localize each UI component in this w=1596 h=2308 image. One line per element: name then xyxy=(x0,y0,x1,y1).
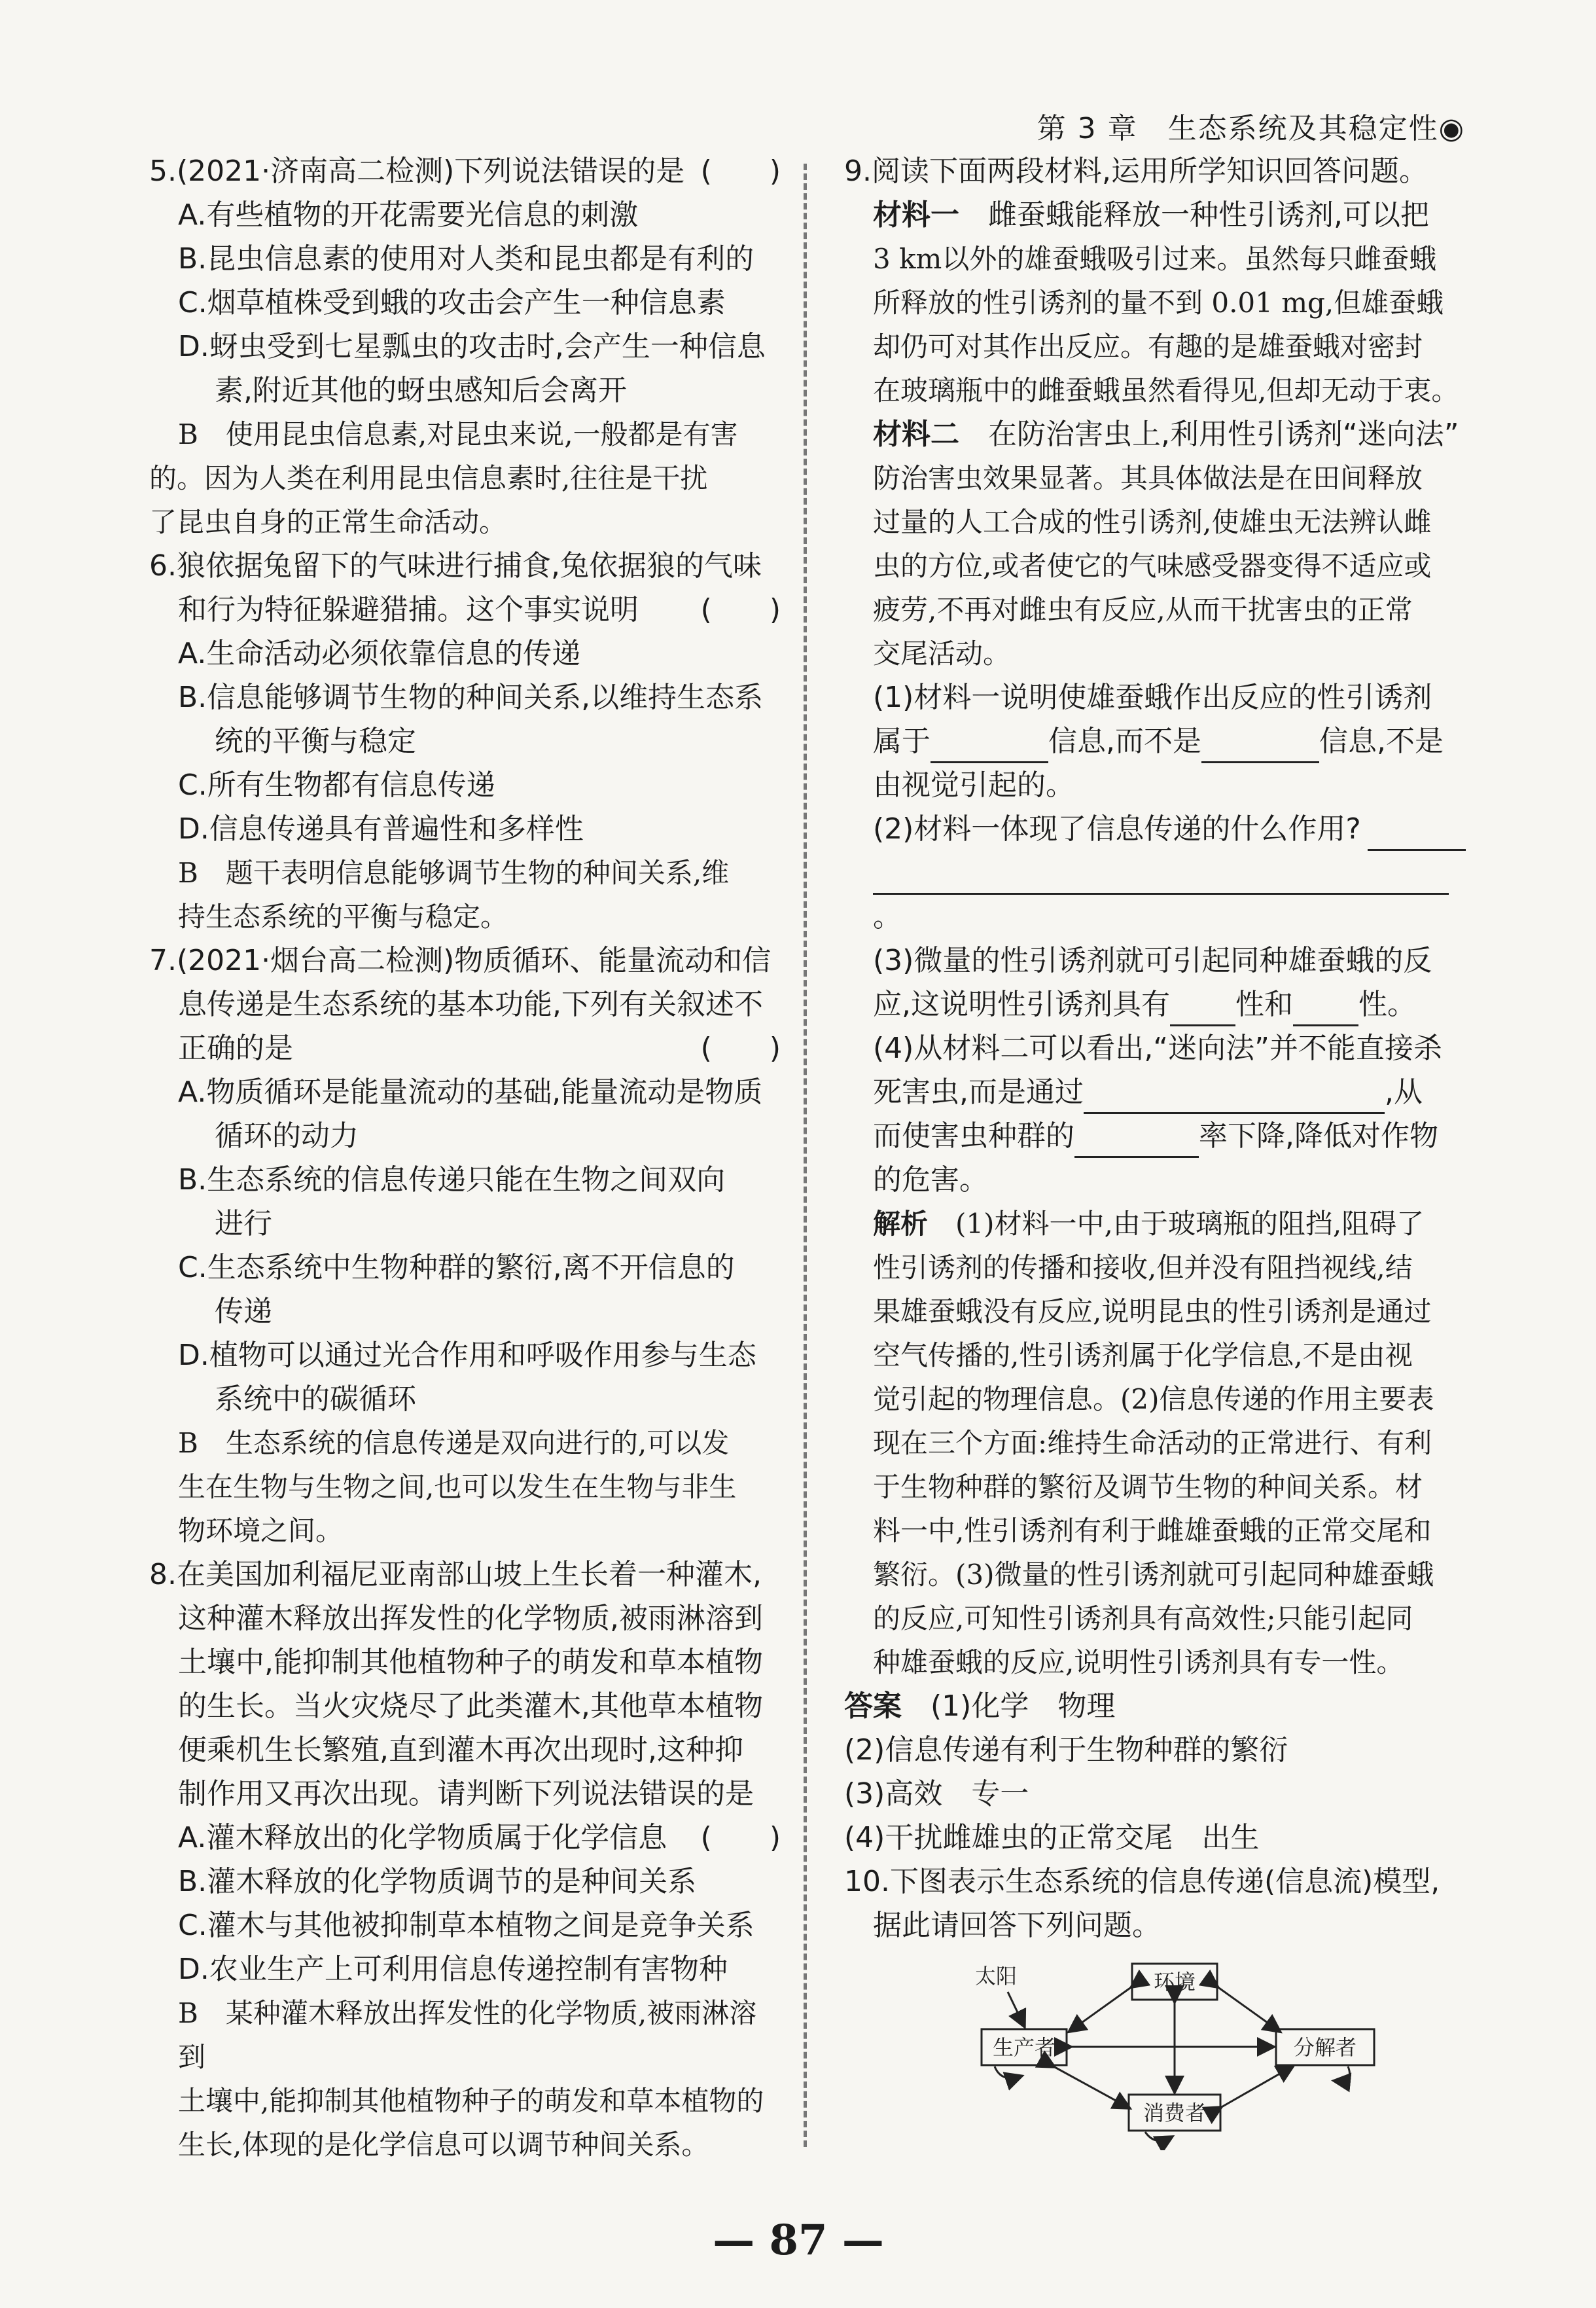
blank-3b[interactable] xyxy=(873,861,1449,895)
blank-2[interactable] xyxy=(1201,730,1319,763)
line-text: B.生态系统的信息传递只能在生物之间双向 xyxy=(178,1163,726,1197)
q6-ans2 xyxy=(149,895,781,939)
answer-paren[interactable]: ( ) xyxy=(700,1032,781,1065)
line-text: 生长,体现的是化学信息可以调节种间关系。 xyxy=(178,2129,709,2161)
line-text: 5.(2021·济南高二检测)下列说法错误的是 xyxy=(149,154,685,188)
answer-label: 答案 xyxy=(844,1689,902,1723)
q8-b xyxy=(149,1860,781,1903)
q5-ans3 xyxy=(149,500,781,544)
info-flow-diagram xyxy=(955,1954,1413,2150)
line-text: 土壤中,能抑制其他植物种子的萌发和草本植物的 xyxy=(178,2085,764,2117)
q7-a2 xyxy=(149,1114,781,1158)
right-column xyxy=(844,149,1472,1947)
analysis-label: 解析 xyxy=(873,1208,929,1240)
answer-line: (4)干扰雌雄虫的正常交尾 出生 xyxy=(844,1821,1260,1854)
q8-stem1 xyxy=(149,1553,781,1596)
q5-stem xyxy=(149,149,781,193)
answer-paren[interactable]: ( ) xyxy=(700,1821,781,1854)
q7-c2 xyxy=(149,1289,781,1333)
arrow-env-producer xyxy=(1070,1987,1132,2031)
q5-b xyxy=(149,237,781,281)
arrow-producer-consumer xyxy=(1054,2066,1129,2108)
consumer-label: 消费者 xyxy=(1143,2101,1207,2125)
text-span: 属于 xyxy=(873,725,931,758)
q7-ans3 xyxy=(149,1509,781,1553)
line-text: 制作用又再次出现。请判断下列说法错误的是 xyxy=(178,1777,754,1811)
blank-7[interactable] xyxy=(1074,1125,1199,1158)
analysis-line: 料一中,性引诱剂有利于雌雄蚕蛾的正常交尾和 xyxy=(873,1515,1432,1547)
arrow-sun-producer xyxy=(1008,1992,1024,2026)
line-text: A.生命活动必须依靠信息的传递 xyxy=(178,637,581,670)
q7-ans2 xyxy=(149,1465,781,1509)
material-2-line: 交尾活动。 xyxy=(873,638,1011,670)
sub-q1: (1)材料一说明使雄蚕蛾作出反应的性引诱剂 xyxy=(873,681,1432,714)
sub-q3: (3)微量的性引诱剂就可引起同种雄蚕蛾的反 xyxy=(873,944,1432,977)
line-text: B 某种灌木释放出挥发性的化学物质,被雨淋溶到 xyxy=(178,1997,757,2073)
q6-d xyxy=(149,807,781,851)
line-text: 8.在美国加利福尼亚南部山坡上生长着一种灌木, xyxy=(149,1558,762,1591)
sub-q2: (2)材料一体现了信息传递的什么作用? xyxy=(873,812,1361,846)
q8-stem4 xyxy=(149,1684,781,1728)
text-span: 性和 xyxy=(1235,988,1293,1021)
column-divider xyxy=(804,164,807,2147)
arrow-env-decomposer xyxy=(1217,1987,1279,2031)
line-text: 和行为特征躲避猎捕。这个事实说明 xyxy=(178,593,639,626)
left-column xyxy=(149,149,781,2167)
q6-stem1 xyxy=(149,544,781,588)
q6-c xyxy=(149,763,781,807)
q8-stem6 xyxy=(149,1772,781,1816)
q6-stem2 xyxy=(149,588,781,632)
line-text: B.信息能够调节生物的种间关系,以维持生态系 xyxy=(178,681,764,714)
text-span: 而使害虫种群的 xyxy=(873,1119,1074,1153)
analysis-line: 的反应,可知性引诱剂具有高效性;只能引起同 xyxy=(873,1602,1413,1634)
q5-d2 xyxy=(149,369,781,412)
sub-q4: (4)从材料二可以看出,“迷向法”并不能直接杀 xyxy=(873,1032,1442,1065)
material-1-label: 材料一 xyxy=(873,198,959,232)
q6-b2 xyxy=(149,719,781,763)
answer-line: (3)高效 专一 xyxy=(844,1777,1029,1811)
material-2-line: 虫的方位,或者使它的气味感受器变得不适应或 xyxy=(873,550,1432,582)
line-text: 持生态系统的平衡与稳定。 xyxy=(178,901,508,933)
line-text: 统的平衡与稳定 xyxy=(215,725,416,758)
line-text: D.信息传递具有普遍性和多样性 xyxy=(178,812,584,846)
q5-ans2 xyxy=(149,456,781,500)
material-1-line: 所释放的性引诱剂的量不到 0.01 mg,但雄蚕蛾 xyxy=(873,287,1444,319)
line-text: 传递 xyxy=(215,1295,272,1328)
line-text: B.灌木释放的化学物质调节的是种间关系 xyxy=(178,1865,697,1898)
material-2-line: 防治害虫效果显著。其具体做法是在田间释放 xyxy=(873,462,1423,494)
line-text: D.农业生产上可利用信息传递控制有害物种 xyxy=(178,1953,728,1986)
line-text: 循环的动力 xyxy=(215,1119,359,1153)
line-text: 生在生物与生物之间,也可以发生在生物与非生 xyxy=(178,1471,737,1503)
q6-b xyxy=(149,676,781,719)
sub-q4-end: 的危害。 xyxy=(873,1163,988,1197)
material-1-line: 却仍可对其作出反应。有趣的是雄蚕蛾对密封 xyxy=(873,331,1423,363)
line-text: 的。因为人类在利用昆虫信息素时,往往是干扰 xyxy=(149,462,708,494)
line-text: C.所有生物都有信息传递 xyxy=(178,768,495,802)
q8-ans2 xyxy=(149,2079,781,2123)
q10-stem: 10.下图表示生态系统的信息传递(信息流)模型, xyxy=(844,1865,1440,1898)
analysis-line: (1)材料一中,由于玻璃瓶的阻挡,阻碍了 xyxy=(955,1208,1425,1240)
q7-stem3 xyxy=(149,1026,781,1070)
q8-stem3 xyxy=(149,1640,781,1684)
producer-label: 生产者 xyxy=(992,2035,1056,2060)
q7-d2 xyxy=(149,1377,781,1421)
sub-q1-end: 由视觉引起的。 xyxy=(873,768,1074,802)
line-text: C.烟草植株受到蛾的攻击会产生一种信息素 xyxy=(178,286,726,319)
line-text: A.物质循环是能量流动的基础,能量流动是物质 xyxy=(178,1075,763,1109)
line-text: B 题干表明信息能够调节生物的种间关系,维 xyxy=(178,857,730,889)
line-text: 了昆虫自身的正常生命活动。 xyxy=(149,506,507,538)
blank-5[interactable] xyxy=(1293,993,1358,1026)
q5-d xyxy=(149,325,781,369)
q8-d xyxy=(149,1947,781,1991)
answer-paren[interactable]: ( ) xyxy=(700,154,781,188)
q10-stem-2: 据此请回答下列问题。 xyxy=(873,1909,1161,1942)
q5-c xyxy=(149,281,781,325)
line-text: 土壤中,能抑制其他植物种子的萌发和草本植物 xyxy=(178,1646,763,1679)
answer-paren[interactable]: ( ) xyxy=(700,593,781,626)
material-2-line: 在防治害虫上,利用性引诱剂“迷向法” xyxy=(988,418,1459,451)
chapter-header: 第 3 章 生态系统及其稳定性◉ xyxy=(1037,112,1465,145)
line-text: 便乘机生长繁殖,直到灌木再次出现时,这种抑 xyxy=(178,1733,743,1767)
q5-ans1 xyxy=(149,412,781,456)
analysis-line: 觉引起的物理信息。(2)信息传递的作用主要表 xyxy=(873,1383,1434,1415)
answer-line: (1)化学 物理 xyxy=(931,1689,1116,1723)
line-text: C.生态系统中生物种群的繁衍,离不开信息的 xyxy=(178,1251,735,1284)
line-text: D.植物可以通过光合作用和呼吸作用参与生态 xyxy=(178,1339,756,1372)
blank-4[interactable] xyxy=(1170,993,1235,1026)
line-text: 进行 xyxy=(215,1207,272,1240)
line-text: 正确的是 xyxy=(178,1032,293,1065)
line-text: 物环境之间。 xyxy=(178,1515,344,1547)
q7-ans1 xyxy=(149,1421,781,1465)
q7-b xyxy=(149,1158,781,1202)
q7-b2 xyxy=(149,1202,781,1246)
material-1-line: 3 km以外的雄蚕蛾吸引过来。虽然每只雌蚕蛾 xyxy=(873,243,1437,275)
line-text: B 使用昆虫信息素,对昆虫来说,一般都是有害 xyxy=(178,418,738,450)
line-text: 素,附近其他的蚜虫感知后会离开 xyxy=(215,374,627,407)
text-span: 性。 xyxy=(1358,988,1416,1021)
line-text: C.灌木与其他被抑制草本植物之间是竞争关系 xyxy=(178,1909,754,1942)
q9-stem: 9.阅读下面两段材料,运用所学知识回答问题。 xyxy=(844,154,1428,188)
text-span: 。 xyxy=(873,900,902,933)
line-text: 7.(2021·烟台高二检测)物质循环、能量流动和信 xyxy=(149,944,771,977)
line-text: 的生长。当火灾烧尽了此类灌木,其他草本植物 xyxy=(178,1689,763,1723)
q8-stem5 xyxy=(149,1728,781,1772)
q8-ans1 xyxy=(149,1991,781,2079)
material-1-line: 雌蚕蛾能释放一种性引诱剂,可以把 xyxy=(988,198,1429,232)
q8-ans3 xyxy=(149,2123,781,2167)
material-2-line: 过量的人工合成的性引诱剂,使雄虫无法辨认雌 xyxy=(873,506,1432,538)
line-text: 这种灌木释放出挥发性的化学物质,被雨淋溶到 xyxy=(178,1602,763,1635)
q8-a xyxy=(149,1816,781,1860)
material-2-label: 材料二 xyxy=(873,418,959,451)
q7-c xyxy=(149,1246,781,1289)
blank-1[interactable] xyxy=(931,730,1048,763)
text-span: ,从 xyxy=(1385,1075,1423,1109)
q7-stem1 xyxy=(149,939,781,983)
line-text: A.灌木释放出的化学物质属于化学信息 xyxy=(178,1821,667,1854)
analysis-line: 繁衍。(3)微量的性引诱剂就可引起同种雄蚕蛾 xyxy=(873,1559,1434,1591)
line-text: D.蚜虫受到七星瓢虫的攻击时,会产生一种信息 xyxy=(178,330,766,363)
decomposer-label: 分解者 xyxy=(1293,2035,1357,2060)
q8-stem2 xyxy=(149,1596,781,1640)
analysis-line: 性引诱剂的传播和接收,但并没有阻挡视线,结 xyxy=(873,1252,1413,1284)
line-text: 息传递是生态系统的基本功能,下列有关叙述不 xyxy=(178,988,763,1021)
analysis-line: 空气传播的,性引诱剂属于化学信息,不是由视 xyxy=(873,1339,1413,1371)
text-span: 率下降,降低对作物 xyxy=(1199,1119,1438,1153)
page-number-value: 87 xyxy=(769,2216,828,2265)
answer-line: (2)信息传递有利于生物种群的繁衍 xyxy=(844,1733,1288,1767)
q8-c xyxy=(149,1903,781,1947)
material-1-line: 在玻璃瓶中的雌蚕蛾虽然看得见,但却无动于衷。 xyxy=(873,374,1459,406)
analysis-line: 现在三个方面:维持生命活动的正常进行、有利 xyxy=(873,1427,1432,1459)
page-number: — 87 — xyxy=(713,2216,884,2265)
line-text: B.昆虫信息素的使用对人类和昆虫都是有利的 xyxy=(178,242,754,276)
blank-6[interactable] xyxy=(1084,1081,1385,1114)
q7-stem2 xyxy=(149,983,781,1026)
text-span: 信息,不是 xyxy=(1319,725,1444,758)
analysis-line: 于生物种群的繁衍及调节生物的种间关系。材 xyxy=(873,1471,1423,1503)
q6-a xyxy=(149,632,781,676)
environment-label: 环境 xyxy=(1153,1970,1196,1994)
text-span: 信息,而不是 xyxy=(1048,725,1201,758)
line-text: B 生态系统的信息传递是双向进行的,可以发 xyxy=(178,1427,730,1459)
material-2-line: 疲劳,不再对雌虫有反应,从而干扰害虫的正常 xyxy=(873,594,1413,626)
text-span: 应,这说明性引诱剂具有 xyxy=(873,988,1170,1021)
q5-a xyxy=(149,193,781,237)
line-text: A.有些植物的开花需要光信息的刺激 xyxy=(178,198,639,232)
decomposer-self-loop xyxy=(1335,2066,1350,2081)
q6-ans1 xyxy=(149,851,781,895)
consumer-self-loop xyxy=(1145,2132,1171,2140)
analysis-line: 果雄蚕蛾没有反应,说明昆虫的性引诱剂是通过 xyxy=(873,1295,1432,1327)
q7-a xyxy=(149,1070,781,1114)
line-text: 6.狼依据兔留下的气味进行捕食,兔依据狼的气味 xyxy=(149,549,762,583)
text-span: 死害虫,而是通过 xyxy=(873,1075,1084,1109)
q7-d xyxy=(149,1333,781,1377)
sun-label: 太阳 xyxy=(975,1964,1018,1989)
blank-3[interactable] xyxy=(1368,818,1466,851)
line-text: 系统中的碳循环 xyxy=(215,1382,416,1416)
analysis-line: 种雄蚕蛾的反应,说明性引诱剂具有专一性。 xyxy=(873,1646,1404,1678)
arrow-consumer-decomposer xyxy=(1220,2066,1292,2108)
producer-self-loop xyxy=(995,2066,1021,2078)
